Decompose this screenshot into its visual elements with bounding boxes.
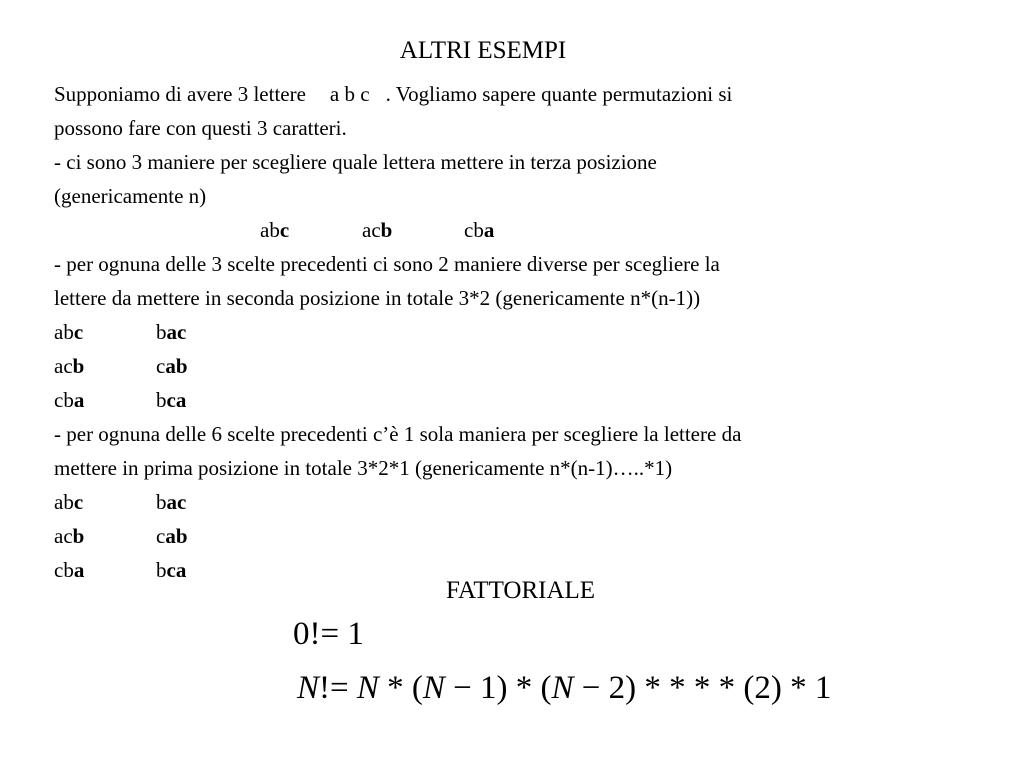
step2-row — [54, 349, 994, 383]
permutation: bac — [156, 490, 187, 514]
permutation: bca — [156, 558, 187, 582]
permutation: acb — [362, 218, 393, 242]
formula-n-factorial: N!= N * (N − 1) * (N − 2) * * * * (2) * 1 — [297, 670, 832, 706]
permutation: acb — [54, 524, 85, 548]
step3-line-1: - per ognuna delle 6 scelte precedenti c’è 1 sola maniera per scegliere la lettere da — [54, 422, 742, 446]
permutation: cba — [54, 388, 85, 412]
permutation: abc — [260, 218, 290, 242]
intro-prefix: Supponiamo di avere 3 lettere — [54, 82, 306, 106]
intro-letters: a b c — [329, 82, 370, 106]
permutation: bca — [156, 388, 187, 412]
step2-line-2: lettere da mettere in seconda posizione in totale 3*2 (genericamente n*(n-1)) — [54, 286, 701, 310]
step2-line-1: - per ognuna delle 3 scelte precedenti ci sono 2 maniere diverse per scegliere la — [54, 252, 720, 276]
step3-row — [54, 519, 994, 553]
permutation: cba — [464, 218, 495, 242]
step1-line-1: - ci sono 3 maniere per scegliere quale lettera mettere in terza posizione — [54, 150, 657, 174]
step3-line-2: mettere in prima posizione in totale 3*2*1 (genericamente n*(n-1)…..*1) — [54, 456, 673, 480]
intro-line-1 — [54, 77, 994, 111]
step1-permutations — [54, 213, 994, 247]
section-subtitle: FATTORIALE — [446, 577, 596, 604]
slide-body — [54, 77, 994, 587]
step2-row — [54, 383, 994, 417]
slide-title: ALTRI ESEMPI — [399, 37, 567, 64]
formula-zero-factorial: 0!= 1 — [293, 616, 364, 652]
step3-row — [54, 485, 994, 519]
permutation: acb — [54, 354, 85, 378]
permutation: abc — [54, 490, 84, 514]
intro-suffix: . Vogliamo sapere quante permutazioni si — [385, 82, 733, 106]
permutation: abc — [54, 320, 84, 344]
step1-line-2: (genericamente n) — [54, 184, 207, 208]
permutation: cab — [156, 354, 188, 378]
permutation: cab — [156, 524, 188, 548]
permutation: cba — [54, 558, 85, 582]
permutation: bac — [156, 320, 187, 344]
intro-line-2: possono fare con questi 3 caratteri. — [54, 116, 347, 140]
step2-row — [54, 315, 994, 349]
